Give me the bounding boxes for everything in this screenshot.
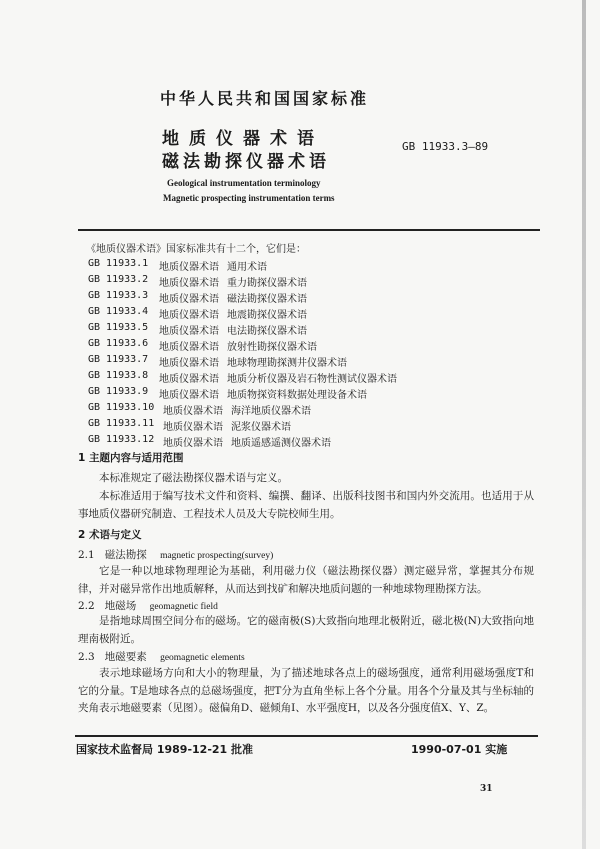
standard-series: 地质仪器术语 bbox=[163, 406, 223, 417]
national-standard-label: 中华人民共和国国家标准 bbox=[160, 89, 370, 108]
title-line-2: 磁法勘探仪器术语 bbox=[162, 152, 330, 172]
term-en: geomagnetic field bbox=[149, 602, 218, 612]
standard-name: 放射性勘探仪器术语 bbox=[227, 342, 317, 353]
standard-series: 地质仪器术语 bbox=[159, 390, 219, 401]
section-2-heading: 2 术语与定义 bbox=[78, 529, 142, 541]
term-en: geomagnetic elements bbox=[160, 653, 245, 663]
standard-series: 地质仪器术语 bbox=[163, 422, 223, 433]
standard-code: GB 11933.1 bbox=[88, 258, 149, 269]
standard-series: 地质仪器术语 bbox=[159, 310, 219, 321]
footer-rule bbox=[75, 735, 538, 737]
intro-text: 《地质仪器术语》国家标准共有十二个，它们是： bbox=[86, 244, 306, 255]
english-title-1: Geological instrumentation terminology bbox=[167, 178, 321, 188]
standard-series: 地质仪器术语 bbox=[159, 358, 219, 369]
section-1-paragraph-2: 本标准适用于编写技术文件和资料、编撰、翻译、出版科技图书和国内外交流用。也适用于从事地质仪器研究制造、工程技术人员及大专院校师生用。 bbox=[78, 490, 534, 520]
term-2-1-definition: 它是一种以地球物理理论为基础，利用磁力仪（磁法勘探仪器）测定磁异常，掌握其分布规律，并对磁异常作出地质解释，从而达到找矿和解决地质问题的一种地球物理勘探方法。 bbox=[78, 565, 534, 595]
standard-name: 地质物探资料数据处理设备术语 bbox=[227, 390, 367, 401]
standard-code: GB 11933.5 bbox=[88, 322, 149, 333]
section-1-paragraph-1: 本标准规定了磁法勘探仪器术语与定义。 bbox=[99, 472, 288, 484]
standard-code: GB 11933.11 bbox=[88, 418, 155, 429]
standard-number: GB 11933.3—89 bbox=[402, 140, 489, 153]
scan-edge bbox=[582, 0, 586, 849]
term-2-3-definition: 表示地球磁场方向和大小的物理量，为了描述地球各点上的磁场强度，通常利用磁场强度T和它的分量。T是地球各点的总磁场强度，把T分为直角坐标上各个分量。用各个分量及其与坐标轴的夹角表示地磁要素（见图）。磁偏角D、磁倾角I、水平强度H，以及各分强度值X、Y、Z。 bbox=[78, 667, 534, 714]
standard-series: 地质仪器术语 bbox=[159, 262, 219, 273]
section-1-heading: 1 主题内容与适用范围 bbox=[78, 452, 184, 464]
term-number: 2.3 bbox=[78, 651, 95, 663]
standard-name: 磁法勘探仪器术语 bbox=[227, 294, 307, 305]
term-number: 2.1 bbox=[78, 549, 95, 561]
standard-series: 地质仪器术语 bbox=[159, 294, 219, 305]
standard-code: GB 11933.2 bbox=[88, 274, 149, 285]
term-2-2-definition: 是指地球周围空间分布的磁场。它的磁南极(S)大致指向地理北极附近，磁北极(N)大致指向地理南极附近。 bbox=[78, 615, 534, 645]
standard-name: 泥浆仪器术语 bbox=[231, 422, 291, 433]
standard-series: 地质仪器术语 bbox=[159, 326, 219, 337]
term-2-3-heading bbox=[78, 649, 245, 664]
term-zh: 地磁场 bbox=[104, 600, 137, 612]
top-rule bbox=[78, 229, 540, 231]
standard-name: 电法勘探仪器术语 bbox=[227, 326, 307, 337]
standard-series: 地质仪器术语 bbox=[159, 278, 219, 289]
standard-series: 地质仪器术语 bbox=[159, 342, 219, 353]
standard-code: GB 11933.7 bbox=[88, 354, 149, 365]
page-number: 31 bbox=[480, 784, 493, 794]
approval-line: 国家技术监督局 1989-12-21 批准 bbox=[76, 743, 254, 756]
standard-name: 地质分析仪器及岩石物性测试仪器术语 bbox=[227, 374, 397, 385]
standard-name: 通用术语 bbox=[227, 262, 267, 273]
term-2-2-heading bbox=[78, 598, 218, 613]
term-en: magnetic prospecting(survey) bbox=[160, 551, 274, 561]
standard-code: GB 11933.9 bbox=[88, 386, 149, 397]
standard-code: GB 11933.6 bbox=[88, 338, 149, 349]
title-line-1: 地质仪器术语 bbox=[162, 129, 324, 149]
standard-code: GB 11933.8 bbox=[88, 370, 149, 381]
term-number: 2.2 bbox=[78, 600, 95, 612]
standard-code: GB 11933.4 bbox=[88, 306, 149, 317]
english-title-2: Magnetic prospecting instrumentation terms bbox=[163, 193, 335, 203]
standard-name: 地球物理勘探测井仪器术语 bbox=[227, 358, 347, 369]
standard-code: GB 11933.12 bbox=[88, 434, 155, 445]
standard-name: 海洋地质仪器术语 bbox=[231, 406, 311, 417]
effective-line: 1990-07-01 实施 bbox=[411, 743, 508, 756]
term-zh: 地磁要素 bbox=[104, 651, 147, 663]
standard-series: 地质仪器术语 bbox=[163, 438, 223, 449]
term-zh: 磁法勘探 bbox=[104, 549, 147, 561]
standard-name: 地质遥感遥测仪器术语 bbox=[231, 438, 331, 449]
term-2-1-heading bbox=[78, 547, 273, 562]
standard-name: 地震勘探仪器术语 bbox=[227, 310, 307, 321]
standard-code: GB 11933.3 bbox=[88, 290, 149, 301]
standard-code: GB 11933.10 bbox=[88, 402, 155, 413]
standard-name: 重力勘探仪器术语 bbox=[227, 278, 307, 289]
standard-series: 地质仪器术语 bbox=[159, 374, 219, 385]
